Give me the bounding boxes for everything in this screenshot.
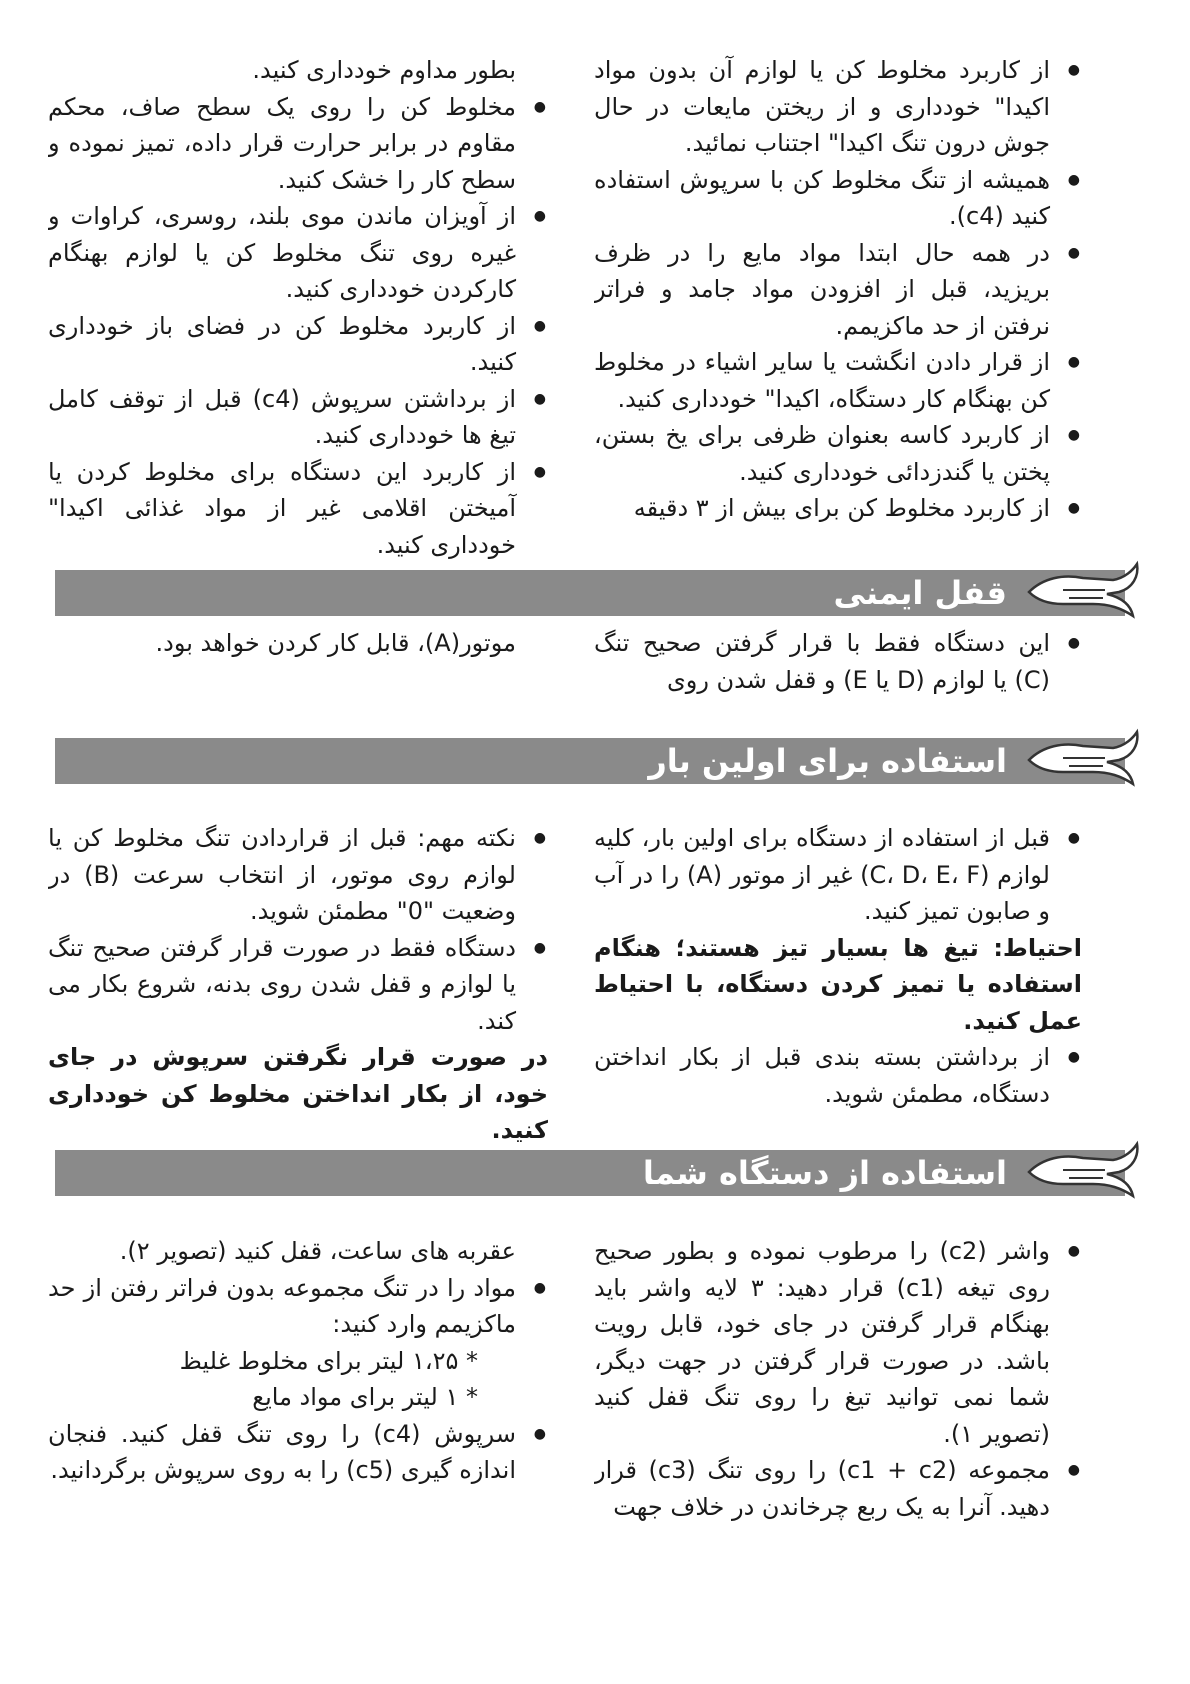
section-banner-safety-lock — [55, 570, 1135, 616]
warnings-right-column — [594, 52, 1082, 563]
section-title: قفل ایمنی — [833, 574, 1007, 612]
hand-arrow-icon — [1023, 560, 1141, 622]
warnings-columns — [48, 52, 1082, 563]
using-columns — [48, 1233, 1082, 1525]
warning-item: ● از کاربرد این دستگاه برای مخلوط کردن یا آمیختن اقلامی غیر از مواد غذائی اکیدا" خودداری کنید. — [48, 454, 548, 564]
using-continuation: عقربه های ساعت، قفل کنید (تصویر ۲). — [119, 1237, 516, 1265]
using-right-column — [594, 1233, 1082, 1525]
section-banner-first-use — [55, 738, 1135, 784]
safety-lock-item: ● این دستگاه فقط با قرار گرفتن صحیح تنگ (C) یا لوازم (D یا E) و قفل شدن روی — [594, 625, 1082, 698]
safety-lock-right-column — [594, 625, 1082, 698]
warnings-left-column — [48, 52, 548, 563]
first-use-columns — [48, 820, 1082, 1149]
warning-item: ● مخلوط کن را روی یک سطح صاف، محکم مقاوم در برابر حرارت قرار داده، تمیز نموده و سطح کار را خشک کنید. — [48, 89, 548, 199]
capacity-line: * ۱،۲۵ لیتر برای مخلوط غلیظ — [179, 1346, 478, 1375]
safety-lock-continuation: موتور(A)، قابل کار کردن خواهد بود. — [155, 629, 516, 657]
hand-arrow-icon — [1023, 728, 1141, 790]
caution-note: احتیاط: تیغ ها بسیار تیز هستند؛ هنگام استفاده یا تمیز کردن دستگاه، با احتیاط عمل کنید. — [594, 933, 1082, 1035]
first-use-item: ● از برداشتن بسته بندی قبل از بکار انداختن دستگاه، مطمئن شوید. — [594, 1039, 1082, 1112]
warning-item: ● از قرار دادن انگشت یا سایر اشیاء در مخلوط کن بهنگام کار دستگاه، اکیدا" خودداری کنید. — [594, 344, 1082, 417]
section-title: استفاده از دستگاه شما — [642, 1154, 1007, 1192]
using-item: ● سرپوش (c4) را روی تنگ قفل کنید. فنجان اندازه گیری (c5) را به روی سرپوش برگردانید. — [48, 1416, 548, 1489]
hand-arrow-icon — [1023, 1140, 1141, 1202]
warning-item: ● همیشه از تنگ مخلوط کن با سرپوش استفاده کنید (c4). — [594, 162, 1082, 235]
lid-warning-note: در صورت قرار نگرفتن سرپوش در جای خود، از بکار انداختن مخلوط کن خودداری کنید. — [48, 1043, 548, 1144]
warning-item: ● از آویزان ماندن موی بلند، روسری، کراوات و غیره روی تنگ مخلوط کن یا لوازم بهنگام کارکردن خودداری کنید. — [48, 198, 548, 308]
first-use-item: ● نکته مهم: قبل از قراردادن تنگ مخلوط کن یا لوازم روی موتور، از انتخاب سرعت (B) در وضعیت "0" مطمئن شوید. — [48, 820, 548, 930]
first-use-left-column — [48, 820, 548, 1149]
using-item: ● مجموعه (c1 + c2) را روی تنگ (c3) قرار دهید. آنرا به یک ربع چرخاندن در خلاف جهت — [594, 1452, 1082, 1525]
warning-item: ● از کاربرد مخلوط کن برای بیش از ۳ دقیقه — [594, 490, 1082, 527]
safety-lock-left-column — [48, 625, 548, 698]
using-item: ● واشر (c2) را مرطوب نموده و بطور صحیح روی تیغه (c1) قرار دهید: ۳ لایه واشر باید بهنگام قرار گرفتن در جای خود، قابل رویت باشد. در صورت قرار گرفتن در جهت دیگر، شما نمی توانید تیغ را روی تنگ قفل کنید (تصویر ۱). — [594, 1233, 1082, 1452]
warning-continuation: بطور مداوم خودداری کنید. — [252, 56, 516, 84]
capacity-line: * ۱ لیتر برای مواد مایع — [252, 1383, 478, 1411]
warning-item: ● از کاربرد مخلوط کن یا لوازم آن بدون مواد اکیدا" خودداری و از ریختن مایعات در حال جوش درون تنگ اکیدا" اجتناب نمائید. — [594, 52, 1082, 162]
section-banner-using — [55, 1150, 1135, 1196]
warning-item: ● از کاربرد مخلوط کن در فضای باز خودداری کنید. — [48, 308, 548, 381]
warning-item: ● از کاربرد کاسه بعنوان ظرفی برای یخ بستن، پختن یا گندزدائی خودداری کنید. — [594, 417, 1082, 490]
first-use-item: ● دستگاه فقط در صورت قرار گرفتن صحیح تنگ یا لوازم و قفل شدن روی بدنه، شروع بکار می کند. — [48, 930, 548, 1040]
section-title: استفاده برای اولین بار — [648, 742, 1007, 780]
using-item: ● مواد را در تنگ مجموعه بدون فراتر رفتن از حد ماکزیمم وارد کنید: — [48, 1270, 548, 1343]
safety-lock-columns — [48, 625, 1082, 698]
first-use-item: ● قبل از استفاده از دستگاه برای اولین بار، کلیه لوازم (C، D، E، F) غیر از موتور (A) را در آب و صابون تمیز کنید. — [594, 820, 1082, 930]
warning-item: ● در همه حال ابتدا مواد مایع را در ظرف بریزید، قبل از افزودن مواد جامد و فراتر نرفتن از حد ماکزیمم. — [594, 235, 1082, 345]
warning-item: ● از برداشتن سرپوش (c4) قبل از توقف کامل تیغ ها خودداری کنید. — [48, 381, 548, 454]
using-left-column — [48, 1233, 548, 1525]
first-use-right-column — [594, 820, 1082, 1149]
